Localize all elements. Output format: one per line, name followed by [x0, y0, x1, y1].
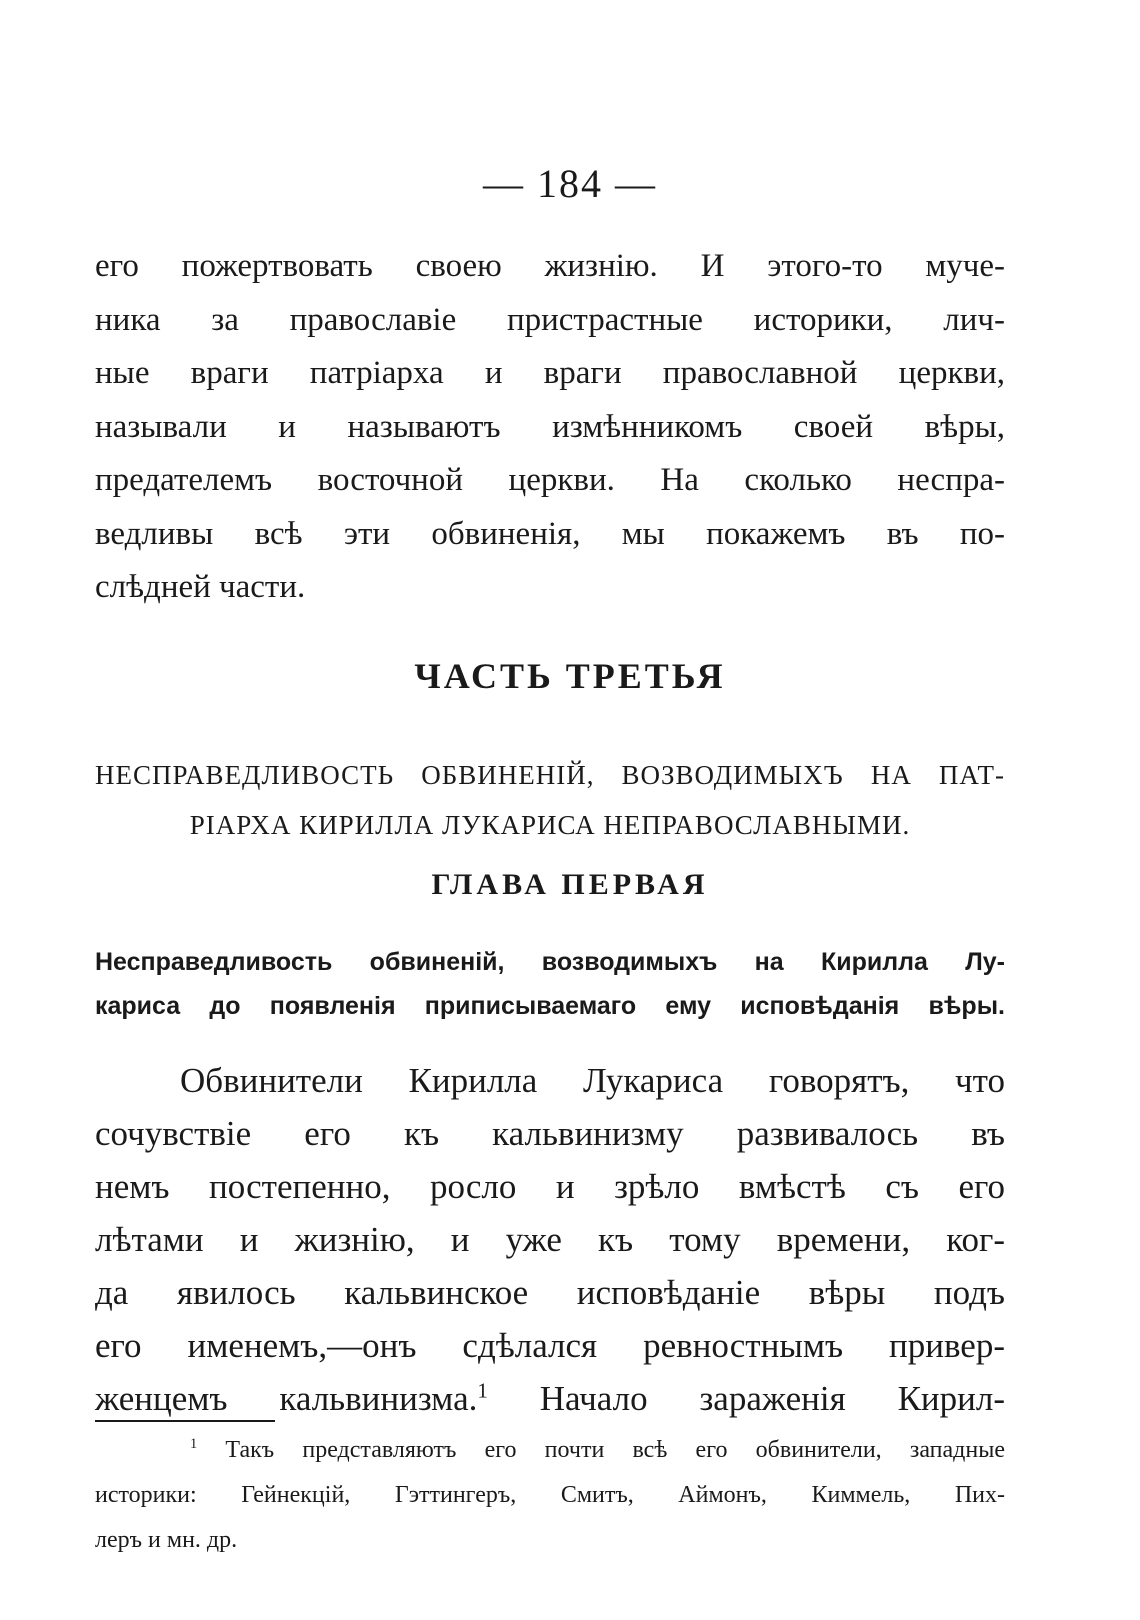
text-line: да явилось кальвинское исповѣданіе вѣры подъ	[95, 1273, 1005, 1312]
chapter-subtitle-line: Несправедливость обвиненій, возводимыхъ на Кирилла Лу-	[95, 948, 1005, 976]
page-number: — 184 —	[483, 161, 657, 206]
footnote	[95, 1428, 1005, 1563]
footnote-reference: 1	[477, 1378, 488, 1403]
footnote-line	[95, 1428, 1005, 1473]
text-line: сочувствіе его къ кальвинизму развивалось въ	[95, 1114, 1005, 1153]
part-subtitle-line: НЕСПРАВЕДЛИВОСТЬ ОБВИНЕНІЙ, ВОЗВОДИМЫХЪ НА ПАТ-	[95, 760, 1005, 790]
text-line: называли и называютъ измѣнникомъ своей вѣры,	[95, 408, 1005, 445]
part-subtitle-line: РІАРХА КИРИЛЛА ЛУКАРИСА НЕПРАВОСЛАВНЫМИ.	[189, 810, 911, 840]
chapter-subtitle-line: кариса до появленія приписываемаго ему исповѣданія вѣры.	[95, 992, 1005, 1020]
text-line: ные враги патріарха и враги православной церкви,	[95, 355, 1005, 391]
footnote-line: леръ и мн. др.	[95, 1527, 238, 1553]
text-fragment: Начало зараженія Кирил-	[539, 1379, 1005, 1418]
footnote-text: Такъ представляютъ его почти всѣ его обвинители, западные	[225, 1437, 1006, 1463]
text-line: ника за православіе пристрастные историки, лич-	[95, 301, 1005, 338]
text-line: немъ постепенно, росло и зрѣло вмѣстѣ съ его	[95, 1167, 1005, 1206]
footnote-divider	[95, 1420, 275, 1422]
footnote-marker: 1	[190, 1436, 198, 1452]
chapter-title: ГЛАВА ПЕРВАЯ	[431, 868, 709, 901]
body-paragraph	[95, 1054, 1005, 1425]
text-line: его пожертвовать своею жизнію. И этого-то муче-	[95, 248, 1005, 284]
text-line	[95, 1372, 1005, 1425]
text-line: предателемъ восточной церкви. На сколько неспра-	[95, 462, 1005, 498]
part-title: ЧАСТЬ ТРЕТЬЯ	[414, 656, 726, 696]
footnote-line: историки: Гейнекцій, Гэттингеръ, Смитъ, Аймонъ, Киммель, Пих-	[95, 1482, 1005, 1508]
text-line: Обвинители Кирилла Лукариса говорятъ, что	[180, 1061, 1005, 1100]
text-line: слѣдней части.	[95, 569, 306, 605]
text-line: лѣтами и жизнію, и уже къ тому времени, ког-	[95, 1220, 1005, 1259]
continued-paragraph	[95, 240, 1005, 615]
text-line: его именемъ,—онъ сдѣлался ревностнымъ привер-	[95, 1326, 1005, 1365]
text-fragment: женцемъ кальвинизма.	[95, 1379, 478, 1418]
chapter-subtitle	[95, 940, 1005, 1028]
text-line: ведливы всѣ эти обвиненія, мы покажемъ въ по-	[95, 515, 1005, 552]
part-subtitle	[95, 750, 1005, 850]
